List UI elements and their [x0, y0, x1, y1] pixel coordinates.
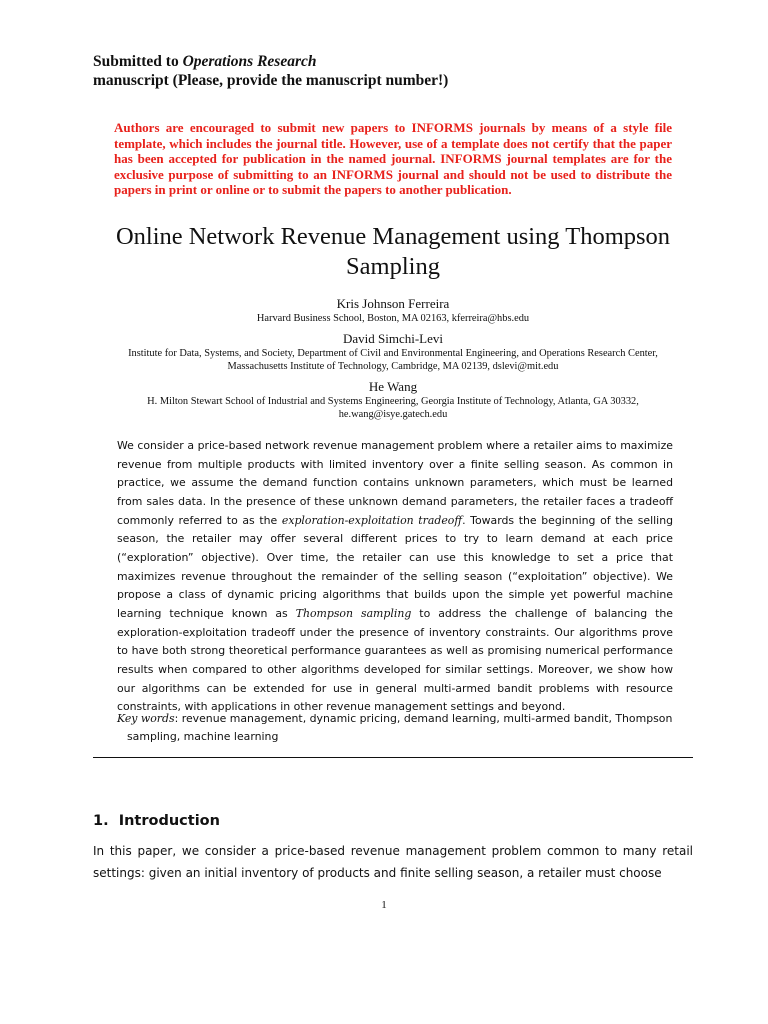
author-affiliation: Harvard Business School, Boston, MA 02163, kferreira@hbs.edu [256, 313, 530, 324]
keywords [117, 710, 683, 746]
author-block [100, 379, 686, 421]
manuscript-line: manuscript (Please, provide the manuscript number!) [93, 72, 449, 89]
abstract-paragraph [117, 437, 673, 717]
keywords-separator: : [174, 712, 182, 725]
page-number: 1 [381, 899, 387, 911]
intro-paragraph: In this paper, we consider a price-based revenue management problem common to many retail settings: given an initial inventory of products and finite selling season, a retailer must choose [93, 844, 693, 880]
keywords-label: Key words [117, 712, 175, 725]
section-number: 1. [93, 813, 109, 829]
abstract-text: . Towards the beginning of the selling season, the retailer may offer several different prices to try to learn demand at each price (“exploration” objective). Over time, the retailer can use this knowledge to set a price that maximizes revenue throughout the remainder of the selling season (“exploitation” objective). We propose a class of dynamic pricing algorithms that builds upon the simple yet powerful machine learning technique known as [117, 513, 674, 620]
abstract-emphasis: Thompson sampling [295, 606, 412, 620]
author-name: He Wang [368, 379, 418, 394]
abstract-text: We consider a price-based network revenue management problem where a retailer aims to maximize revenue from multiple products with limited inventory over a finite selling season. As common in practice, we assume the demand function contains unknown parameters, which must be learned from sales data. In the presence of these unknown demand parameters, the retailer faces a tradeoff commonly referred to as the [117, 439, 673, 527]
abstract-emphasis: exploration-exploitation tradeoff [281, 513, 463, 527]
section-heading [93, 811, 693, 831]
author-list [100, 296, 686, 427]
journal-name: Operations Research [182, 53, 317, 70]
section-divider [93, 757, 693, 758]
author-affiliation: Institute for Data, Systems, and Society, Department of Civil and Environmental Engineering, and Operations Research Center, Massachusetts Institute of Technology, Cambridge, MA 02139, dslevi@mit.edu [128, 348, 658, 372]
author-name: Kris Johnson Ferreira [336, 296, 450, 311]
template-notice: Authors are encouraged to submit new papers to INFORMS journals by means of a style file template, which includes the journal title. However, use of a template does not certify that the paper has been accepted for publication in the named journal. INFORMS journal templates are for the exclusive purpose of submitting to an INFORMS journal and should not be used to distribute the papers in print or online or to submit the papers to another publication. [114, 120, 672, 198]
author-block [100, 296, 686, 325]
submitted-to-line [93, 52, 693, 71]
abstract [117, 437, 673, 717]
paper-title: Online Network Revenue Management using Thompson Sampling [115, 223, 671, 280]
keywords-text: revenue management, dynamic pricing, demand learning, multi-armed bandit, Thompson sampling, machine learning [127, 712, 673, 743]
submitted-prefix: Submitted to [93, 53, 183, 70]
author-affiliation: H. Milton Stewart School of Industrial and Systems Engineering, Georgia Institute of Technology, Atlanta, GA 30332, he.wang@isye.gatech.edu [147, 396, 639, 420]
submission-header [93, 52, 693, 90]
author-block [100, 331, 686, 373]
author-name: David Simchi-Levi [342, 331, 443, 346]
section-title: Introduction [118, 813, 220, 829]
abstract-text: to address the challenge of balancing the exploration-exploitation tradeoff under the presence of inventory constraints. Our algorithms prove to have both strong theoretical performance guarantees as well as promising numerical performance results when compared to other algorithms developed for similar settings. Moreover, we show how our algorithms can be extended for use in general multi-armed bandit problems with resource constraints, with applications in other revenue management settings and beyond. [117, 606, 673, 714]
